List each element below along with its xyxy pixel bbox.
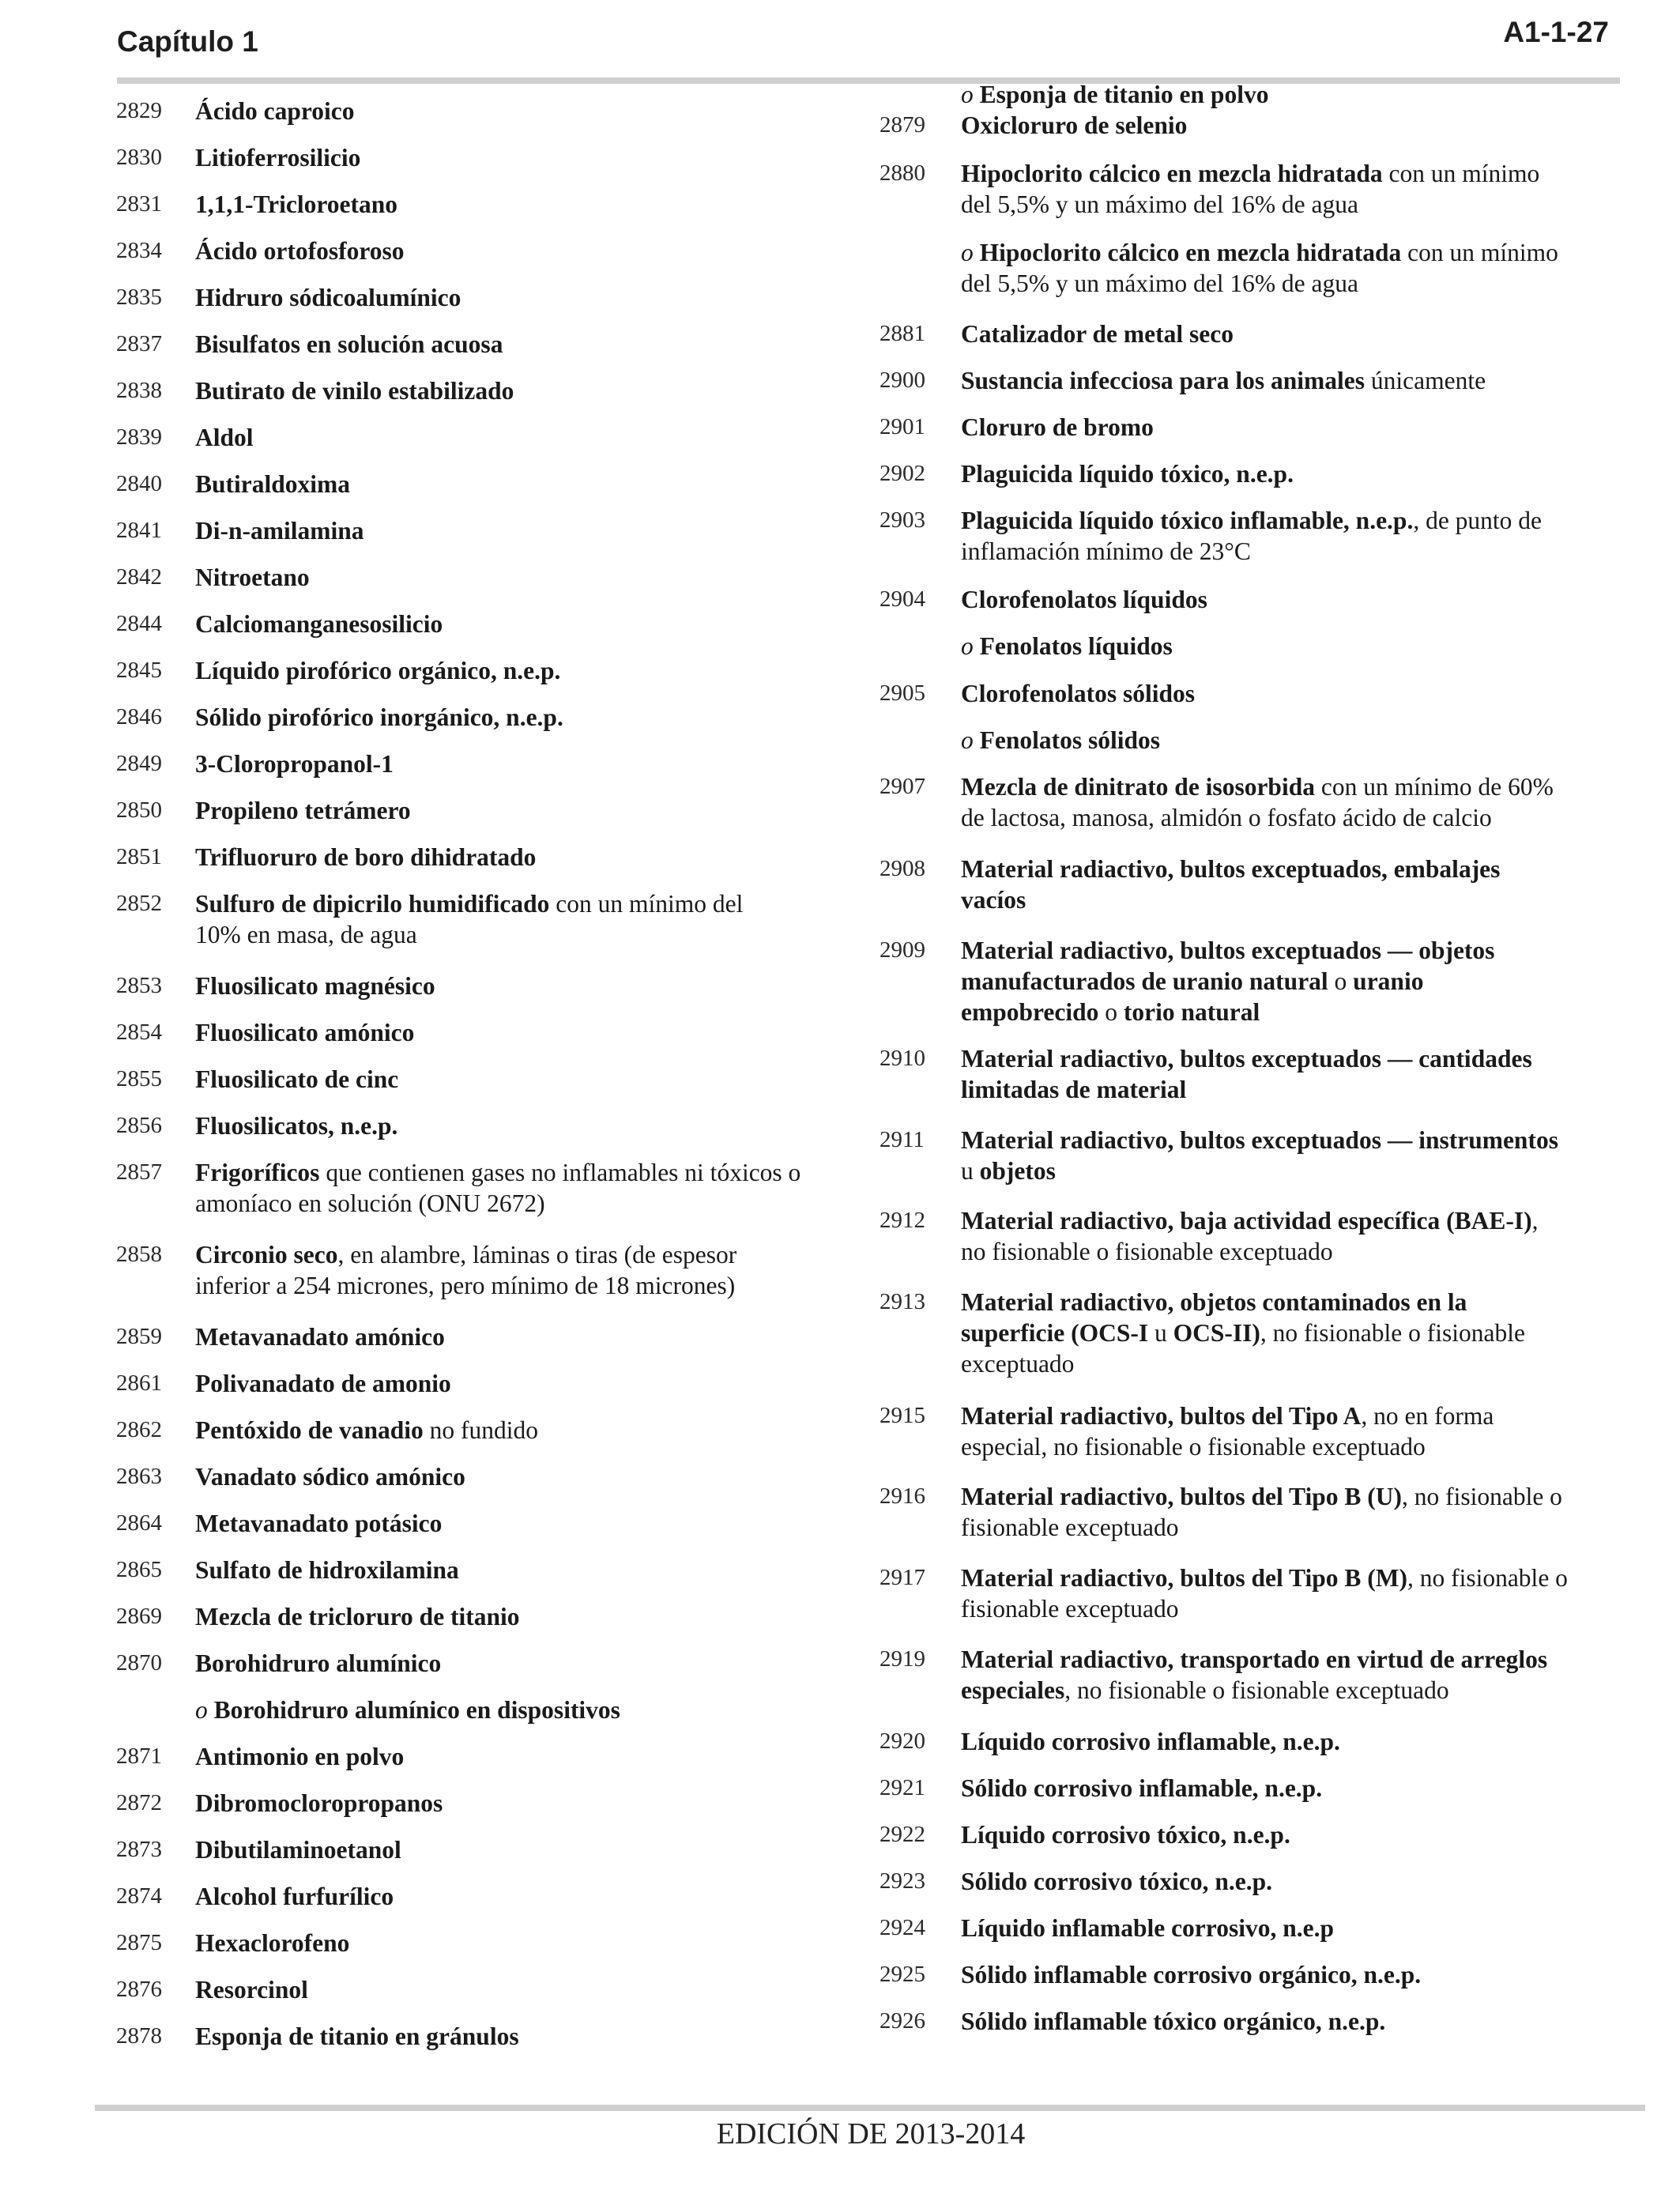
substance-name: Metavanadato potásico bbox=[195, 1510, 443, 1537]
substance-description bbox=[195, 795, 851, 826]
un-number: 2875 bbox=[116, 1930, 162, 1955]
substance-name: Fenolatos líquidos bbox=[979, 632, 1173, 660]
substance-qualifier-line: inflamación mínimo de 23°C bbox=[961, 537, 1251, 565]
substance-name: Material radiactivo, bultos del Tipo B (M) bbox=[961, 1564, 1407, 1592]
substance-description bbox=[961, 319, 1625, 349]
un-number: 2853 bbox=[116, 973, 162, 998]
substance-description bbox=[961, 1959, 1625, 1990]
un-number: 2923 bbox=[880, 1868, 925, 1894]
substance-qualifier-line: inferior a 254 micrones, pero mínimo de 18 micrones) bbox=[195, 1272, 736, 1299]
substance-name: Mezcla de dinitrato de isosorbida bbox=[961, 773, 1315, 801]
substance-name: Líquido corrosivo tóxico, n.e.p. bbox=[961, 1821, 1290, 1849]
substance-name: Oxicloruro de selenio bbox=[961, 111, 1188, 139]
substance-name-continued: uranio bbox=[1353, 967, 1424, 995]
substance-description bbox=[195, 971, 851, 1001]
substance-description bbox=[961, 458, 1625, 489]
un-number: 2905 bbox=[880, 680, 925, 706]
substance-qualifier-line: fisionable exceptuado bbox=[961, 1514, 1179, 1541]
substance-description bbox=[195, 282, 851, 313]
substance-description bbox=[961, 725, 1625, 756]
substance-description bbox=[961, 237, 1625, 299]
un-number: 2852 bbox=[116, 891, 162, 916]
un-number: 2908 bbox=[880, 856, 925, 881]
substance-name: Sulfuro de dipicrilo humidificado bbox=[195, 890, 550, 918]
substance-description bbox=[961, 505, 1625, 567]
un-number: 2902 bbox=[880, 461, 925, 486]
substance-name: Ácido caproico bbox=[195, 97, 355, 125]
un-number: 2912 bbox=[880, 1208, 925, 1233]
substance-name: Fluosilicato de cinc bbox=[195, 1065, 399, 1093]
un-number: 2909 bbox=[880, 937, 925, 963]
substance-name-continued: OCS-II) bbox=[1173, 1319, 1260, 1347]
substance-description bbox=[961, 1913, 1625, 1943]
un-number: 2855 bbox=[116, 1066, 162, 1091]
un-number: 2851 bbox=[116, 844, 162, 869]
un-number: 2925 bbox=[880, 1962, 925, 1987]
un-number: 2856 bbox=[116, 1113, 162, 1138]
un-number: 2857 bbox=[116, 1159, 162, 1185]
un-number: 2830 bbox=[116, 145, 162, 170]
substance-qualifier: , no en forma bbox=[1361, 1402, 1494, 1430]
substance-qualifier-line: del 5,5% y un máximo del 16% de agua bbox=[961, 190, 1359, 218]
substance-description bbox=[961, 1726, 1625, 1757]
substance-name: Metavanadato amónico bbox=[195, 1323, 445, 1351]
un-number: 2872 bbox=[116, 1790, 162, 1815]
un-number: 2874 bbox=[116, 1883, 162, 1909]
un-number: 2919 bbox=[880, 1646, 925, 1672]
substance-name: Mezcla de tricloruro de titanio bbox=[195, 1603, 520, 1630]
alternative-marker: o bbox=[961, 726, 974, 754]
substance-qualifier: , no fisionable o bbox=[1407, 1564, 1568, 1592]
substance-name: Material radiactivo, bultos exceptuados, embalajes bbox=[961, 855, 1501, 883]
substance-description bbox=[195, 609, 851, 639]
substance-description bbox=[961, 1819, 1625, 1850]
substance-description bbox=[961, 1644, 1625, 1706]
substance-description bbox=[195, 1064, 851, 1095]
substance-name: Butiraldoxima bbox=[195, 470, 351, 498]
un-number: 2842 bbox=[116, 564, 162, 590]
substance-name: Fluosilicato amónico bbox=[195, 1019, 415, 1046]
substance-description bbox=[961, 158, 1625, 220]
substance-name-continued: manufacturados de uranio natural bbox=[961, 967, 1328, 995]
un-number: 2904 bbox=[880, 586, 925, 612]
substance-name: Sólido corrosivo inflamable, n.e.p. bbox=[961, 1774, 1323, 1802]
substance-name: Fluosilicato magnésico bbox=[195, 972, 435, 1000]
substance-description bbox=[195, 1368, 851, 1399]
substance-name: Sólido pirofórico inorgánico, n.e.p. bbox=[195, 703, 563, 731]
un-number: 2846 bbox=[116, 704, 162, 729]
substance-qualifier-line: de lactosa, manosa, almidón o fosfato ácido de calcio bbox=[961, 804, 1492, 831]
connector-word: u bbox=[961, 1157, 980, 1185]
substance-name: Catalizador de metal seco bbox=[961, 320, 1234, 348]
un-number: 2910 bbox=[880, 1046, 925, 1071]
substance-qualifier: , en alambre, láminas o tiras (de espesor bbox=[337, 1241, 737, 1269]
substance-description bbox=[961, 1043, 1625, 1105]
un-number: 2920 bbox=[880, 1728, 925, 1754]
alternative-marker: o bbox=[961, 632, 974, 660]
un-number: 2840 bbox=[116, 471, 162, 496]
substance-description bbox=[195, 842, 851, 873]
substance-name: Di-n-amilamina bbox=[195, 517, 364, 545]
substance-name-continued: especiales bbox=[961, 1676, 1065, 1704]
substance-name: Polivanadato de amonio bbox=[195, 1370, 451, 1397]
substance-name: Sustancia infecciosa para los animales bbox=[961, 367, 1365, 394]
substance-name-continued: limitadas de material bbox=[961, 1076, 1187, 1103]
substance-description bbox=[195, 1017, 851, 1048]
substance-name: 1,1,1-Tricloroetano bbox=[195, 190, 398, 218]
substance-description bbox=[195, 888, 851, 950]
substance-name-continued: objetos bbox=[979, 1157, 1056, 1185]
substance-description bbox=[195, 469, 851, 499]
substance-name: Líquido inflamable corrosivo, n.e.p bbox=[961, 1914, 1334, 1942]
un-number: 2858 bbox=[116, 1242, 162, 1267]
un-number: 2917 bbox=[880, 1565, 925, 1590]
substance-name: Hexaclorofeno bbox=[195, 1929, 350, 1957]
un-number: 2835 bbox=[116, 285, 162, 310]
substance-description bbox=[961, 1287, 1625, 1379]
un-number: 2829 bbox=[116, 98, 162, 123]
substance-qualifier: , no fisionable o bbox=[1401, 1483, 1562, 1510]
substance-name: Calciomanganesosilicio bbox=[195, 610, 443, 638]
substance-description bbox=[195, 2021, 851, 2052]
substance-qualifier-line: exceptuado bbox=[961, 1350, 1075, 1378]
substance-qualifier: , no fisionable o fisionable exceptuado bbox=[1064, 1676, 1449, 1704]
substance-description bbox=[195, 1834, 851, 1865]
substance-name: Material radiactivo, baja actividad específica (BAE-I) bbox=[961, 1207, 1532, 1235]
substance-name: Material radiactivo, bultos del Tipo A bbox=[961, 1402, 1362, 1430]
substance-description bbox=[195, 1415, 851, 1446]
substance-name: Litioferrosilicio bbox=[195, 144, 361, 172]
substance-name: Sulfato de hidroxilamina bbox=[195, 1556, 459, 1584]
substance-description bbox=[195, 1788, 851, 1819]
substance-description bbox=[961, 1773, 1625, 1804]
substance-description bbox=[961, 1481, 1625, 1543]
substance-name: Material radiactivo, bultos exceptuados — cantidades bbox=[961, 1045, 1532, 1072]
un-number: 2924 bbox=[880, 1915, 925, 1940]
alternative-marker: o bbox=[961, 239, 974, 266]
substance-description bbox=[195, 1239, 851, 1301]
substance-qualifier-line: 10% en masa, de agua bbox=[195, 921, 417, 948]
substance-description bbox=[195, 1157, 851, 1219]
un-number: 2921 bbox=[880, 1775, 925, 1800]
substance-qualifier: únicamente bbox=[1365, 367, 1486, 394]
substance-name: Propileno tetrámero bbox=[195, 797, 411, 824]
un-number: 2845 bbox=[116, 658, 162, 683]
substance-name: Esponja de titanio en polvo bbox=[979, 81, 1269, 108]
substance-description bbox=[195, 189, 851, 220]
substance-name: Clorofenolatos sólidos bbox=[961, 680, 1196, 707]
un-number: 2837 bbox=[116, 331, 162, 356]
substance-qualifier: , no fisionable o fisionable bbox=[1260, 1319, 1525, 1347]
substance-name: Cloruro de bromo bbox=[961, 413, 1154, 441]
substance-description bbox=[961, 584, 1625, 615]
substance-description bbox=[195, 702, 851, 733]
substance-name: Fluosilicatos, n.e.p. bbox=[195, 1112, 398, 1140]
substance-name: Ácido ortofosforoso bbox=[195, 237, 405, 265]
substance-name: Nitroetano bbox=[195, 564, 310, 591]
substance-qualifier: , de punto de bbox=[1413, 507, 1543, 534]
page-number: A1-1-27 bbox=[1503, 16, 1609, 48]
substance-name: 3-Cloropropanol-1 bbox=[195, 750, 394, 778]
substance-description bbox=[195, 1741, 851, 1772]
un-number: 2850 bbox=[116, 797, 162, 823]
substance-name: Antimonio en polvo bbox=[195, 1743, 405, 1770]
un-number: 2831 bbox=[116, 191, 162, 217]
chapter-title: Capítulo 1 bbox=[117, 25, 258, 58]
substance-qualifier: , bbox=[1531, 1207, 1539, 1235]
substance-description bbox=[195, 329, 851, 360]
substance-description bbox=[195, 748, 851, 779]
substance-name-continued: superficie (OCS-I bbox=[961, 1319, 1149, 1347]
substance-description bbox=[195, 96, 851, 126]
substance-description bbox=[195, 515, 851, 546]
substance-name: Dibutilaminoetanol bbox=[195, 1836, 401, 1864]
substance-name: Hipoclorito cálcico en mezcla hidratada bbox=[961, 160, 1383, 187]
substance-description bbox=[195, 1928, 851, 1958]
un-number: 2863 bbox=[116, 1464, 162, 1489]
substance-description bbox=[961, 771, 1625, 833]
un-number: 2879 bbox=[880, 112, 925, 138]
substance-description bbox=[961, 935, 1625, 1027]
substance-name: Bisulfatos en solución acuosa bbox=[195, 330, 503, 358]
substance-name: Clorofenolatos líquidos bbox=[961, 586, 1207, 613]
substance-description bbox=[195, 1110, 851, 1141]
un-number: 2903 bbox=[880, 507, 925, 533]
substance-description bbox=[961, 365, 1625, 396]
substance-name: Material radiactivo, objetos contaminados en la bbox=[961, 1288, 1467, 1316]
substance-description bbox=[195, 375, 851, 406]
un-number: 2854 bbox=[116, 1020, 162, 1045]
substance-name: Sólido inflamable tóxico orgánico, n.e.p. bbox=[961, 2007, 1386, 2035]
substance-name: Pentóxido de vanadio bbox=[195, 1416, 424, 1444]
un-number: 2878 bbox=[116, 2023, 162, 2049]
un-number: 2859 bbox=[116, 1324, 162, 1349]
substance-name: Trifluoruro de boro dihidratado bbox=[195, 843, 537, 871]
un-number: 2926 bbox=[880, 2008, 925, 2034]
substance-description bbox=[195, 1601, 851, 1632]
un-number: 2916 bbox=[880, 1483, 925, 1509]
un-number: 2862 bbox=[116, 1417, 162, 1442]
un-number: 2915 bbox=[880, 1403, 925, 1428]
substance-name: Circonio seco bbox=[195, 1241, 338, 1269]
substance-name: Aldol bbox=[195, 424, 254, 451]
connector-word: u bbox=[1148, 1319, 1173, 1347]
substance-description bbox=[195, 1695, 851, 1725]
un-number: 2838 bbox=[116, 378, 162, 403]
substance-qualifier-line: amoníaco en solución (ONU 2672) bbox=[195, 1189, 545, 1217]
un-number: 2913 bbox=[880, 1289, 925, 1314]
substance-name-continued: empobrecido bbox=[961, 998, 1099, 1026]
substance-name: Fenolatos sólidos bbox=[979, 726, 1161, 754]
substance-name: Vanadato sódico amónico bbox=[195, 1463, 465, 1491]
un-number: 2880 bbox=[880, 160, 925, 186]
un-number: 2834 bbox=[116, 238, 162, 263]
un-number: 2922 bbox=[880, 1822, 925, 1847]
substance-description bbox=[961, 79, 1625, 110]
substance-name: Material radiactivo, bultos exceptuados — objetos bbox=[961, 937, 1495, 964]
substance-description bbox=[961, 412, 1625, 443]
substance-qualifier-line: del 5,5% y un máximo del 16% de agua bbox=[961, 270, 1359, 297]
un-number: 2901 bbox=[880, 414, 925, 439]
substance-name: Sólido corrosivo tóxico, n.e.p. bbox=[961, 1868, 1273, 1895]
substance-description bbox=[195, 1974, 851, 2005]
substance-description bbox=[961, 1866, 1625, 1897]
substance-description bbox=[961, 854, 1625, 915]
substance-description bbox=[961, 2006, 1625, 2037]
substance-qualifier: con un mínimo del bbox=[549, 890, 744, 918]
substance-description bbox=[195, 422, 851, 453]
substance-name: Butirato de vinilo estabilizado bbox=[195, 377, 514, 405]
substance-name: Plaguicida líquido tóxico inflamable, n.e.p. bbox=[961, 507, 1414, 534]
substance-name: Dibromocloropropanos bbox=[195, 1789, 443, 1817]
substance-description bbox=[195, 1508, 851, 1539]
un-number: 2911 bbox=[880, 1127, 925, 1152]
substance-name: Hipoclorito cálcico en mezcla hidratada bbox=[979, 239, 1402, 266]
substance-qualifier-line: fisionable exceptuado bbox=[961, 1595, 1179, 1623]
un-number: 2871 bbox=[116, 1744, 162, 1769]
substance-qualifier-line: no fisionable o fisionable exceptuado bbox=[961, 1238, 1333, 1265]
un-number: 2881 bbox=[880, 321, 925, 346]
substance-description bbox=[195, 562, 851, 593]
substance-name-continued: torio natural bbox=[1123, 998, 1260, 1026]
footer-divider bbox=[95, 2105, 1645, 2111]
substance-description bbox=[195, 1648, 851, 1679]
substance-name: Material radiactivo, bultos del Tipo B (U) bbox=[961, 1483, 1402, 1510]
un-number: 2841 bbox=[116, 518, 162, 543]
substance-qualifier-line: especial, no fisionable o fisionable exceptuado bbox=[961, 1433, 1426, 1461]
un-number: 2861 bbox=[116, 1370, 162, 1396]
substance-name: Líquido corrosivo inflamable, n.e.p. bbox=[961, 1728, 1340, 1755]
substance-qualifier: con un mínimo de 60% bbox=[1314, 773, 1554, 801]
substance-qualifier: con un mínimo bbox=[1382, 160, 1540, 187]
un-number: 2844 bbox=[116, 611, 162, 636]
substance-name: Líquido pirofórico orgánico, n.e.p. bbox=[195, 657, 561, 684]
substance-name: Frigoríficos bbox=[195, 1159, 320, 1186]
un-number: 2849 bbox=[116, 751, 162, 776]
substance-qualifier: con un mínimo bbox=[1401, 239, 1558, 266]
substance-description bbox=[961, 1563, 1625, 1624]
substance-description bbox=[195, 236, 851, 266]
edition-footer: EDICIÓN DE 2013-2014 bbox=[716, 2117, 1026, 2151]
substance-name: Alcohol furfurílico bbox=[195, 1883, 394, 1910]
substance-description bbox=[961, 678, 1625, 709]
substance-name: Hidruro sódicoalumínico bbox=[195, 284, 461, 311]
connector-word: o bbox=[1098, 998, 1124, 1026]
substance-description bbox=[195, 655, 851, 686]
substance-description bbox=[195, 1555, 851, 1585]
un-number: 2839 bbox=[116, 424, 162, 450]
substance-name: Esponja de titanio en gránulos bbox=[195, 2022, 519, 2050]
un-number: 2869 bbox=[116, 1604, 162, 1629]
connector-word: o bbox=[1328, 967, 1354, 995]
substance-description bbox=[961, 1125, 1625, 1186]
un-number: 2864 bbox=[116, 1510, 162, 1536]
substance-name-continued: vacíos bbox=[961, 886, 1026, 914]
substance-name: Plaguicida líquido tóxico, n.e.p. bbox=[961, 460, 1294, 488]
substance-description bbox=[961, 110, 1625, 141]
substance-name: Sólido inflamable corrosivo orgánico, n.e.p. bbox=[961, 1961, 1422, 1989]
substance-description bbox=[195, 142, 851, 173]
un-number: 2873 bbox=[116, 1837, 162, 1862]
substance-description bbox=[961, 631, 1625, 662]
un-number: 2870 bbox=[116, 1650, 162, 1676]
substance-description bbox=[195, 1321, 851, 1352]
un-number: 2876 bbox=[116, 1977, 162, 2002]
substance-name: Material radiactivo, transportado en virtud de arreglos bbox=[961, 1646, 1548, 1673]
substance-description bbox=[961, 1205, 1625, 1267]
substance-description bbox=[195, 1881, 851, 1912]
un-number: 2900 bbox=[880, 368, 925, 393]
substance-description bbox=[195, 1461, 851, 1492]
alternative-marker: o bbox=[195, 1696, 208, 1724]
substance-qualifier: que contienen gases no inflamables ni tóxicos o bbox=[319, 1159, 801, 1186]
substance-name: Borohidruro alumínico bbox=[195, 1649, 442, 1677]
substance-description bbox=[961, 1400, 1625, 1462]
un-number: 2865 bbox=[116, 1557, 162, 1582]
alternative-marker: o bbox=[961, 81, 974, 108]
substance-name: Borohidruro alumínico en dispositivos bbox=[213, 1696, 620, 1724]
substance-qualifier: no fundido bbox=[423, 1416, 539, 1444]
substance-name: Material radiactivo, bultos exceptuados — instrumentos bbox=[961, 1126, 1558, 1154]
substance-name: Resorcinol bbox=[195, 1976, 308, 2004]
un-number: 2907 bbox=[880, 774, 925, 799]
